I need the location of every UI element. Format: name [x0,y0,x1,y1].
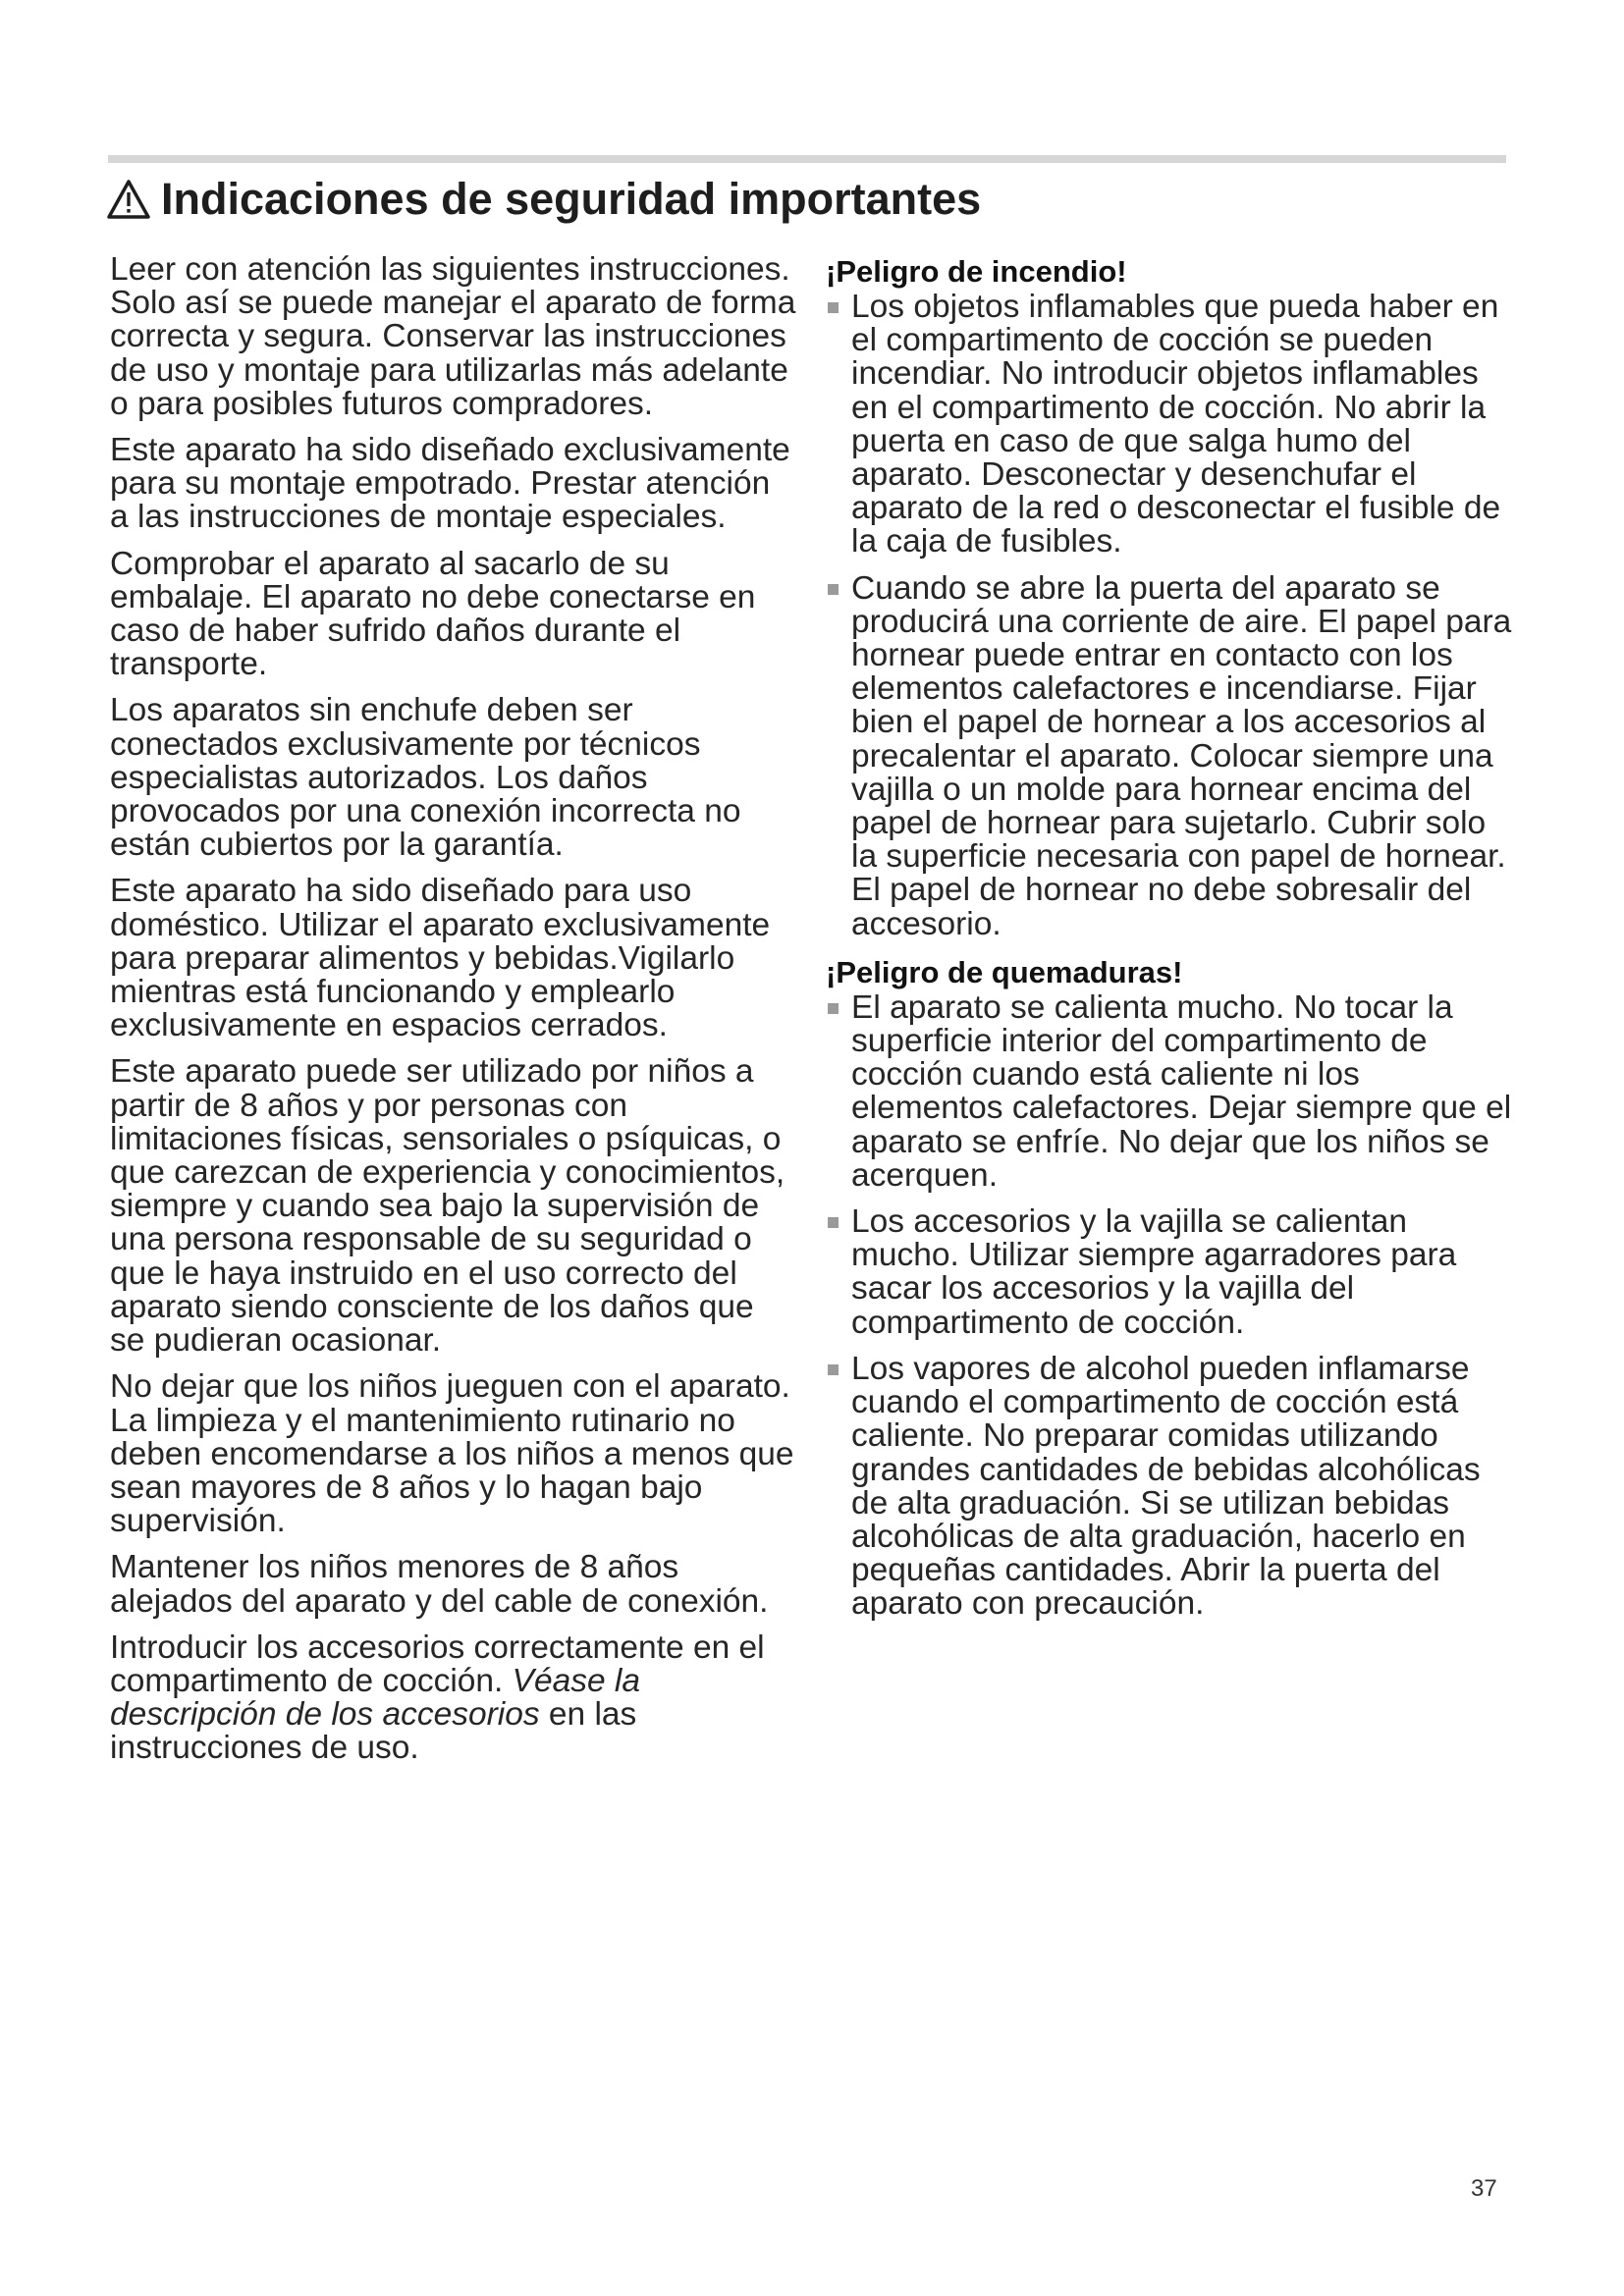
list-item-text: Los vapores de alcohol pueden inflamarse cuando el compartimento de cocción está caliente. No preparar comidas utilizando grandes cantidades de bebidas alcohólicas de alta graduación. Si se utilizan bebidas alcohólicas de alta graduación, hacerlo en pequeñas cantidades. Abrir la puerta del aparato con precaución. [851,1350,1481,1623]
left-column [110,253,797,1779]
list-item [826,988,1513,1194]
paragraph-text: en las instrucciones de uso. [110,1696,637,1767]
list-item-text: Cuando se abre la puerta del aparato se producirá una corriente de aire. El papel para hornear puede entrar en contacto con los elementos calefactores e incendiarse. Fijar bien el papel de hornear a los accesorios al precalentar el aparato. Colocar siempre una vajilla o un molde para hornear encima del papel de hornear para sujetarlo. Cubrir solo la superficie necesaria con papel de hornear. El papel de hornear no debe sobresalir del accesorio. [851,569,1512,942]
list-item-text: Los accesorios y la vajilla se calientan mucho. Utilizar siempre agarradores para sacar los accesorios y la vajilla del compartimento de cocción. [851,1203,1457,1341]
page-number: 37 [1471,2175,1497,2202]
accessories-reference: Véase la descripción de los accesorios [110,1662,641,1734]
paragraph: Mantener los niños menores de 8 años alejados del aparato y del cable de conexión. [110,1549,769,1620]
page-title [106,165,981,234]
paragraph: Este aparato ha sido diseñado para uso doméstico. Utilizar el aparato exclusivamente para preparar alimentos y bebidas.Vigilarlo mientras está funcionando y emplearlo exclusivamente en espacios cerrados. [110,873,771,1044]
fire-danger-heading: ¡Peligro de incendio! [826,254,1127,289]
fire-danger-list [826,291,1513,941]
paragraph: Comprobar el aparato al sacarlo de su embalaje. El aparato no debe conectarse en caso de haber sufrido daños durante el transporte. [110,545,756,683]
list-item-text: El aparato se calienta mucho. No tocar la superficie interior del compartimento de cocción cuando está caliente ni los elementos calefactores. Dejar siempre que el aparato se enfríe. No dejar que los niños se acerquen. [851,988,1512,1194]
warning-triangle-icon [106,179,151,220]
header-rule [108,155,1506,163]
paragraph-text: Introducir los accesorios correctamente en el compartimento de cocción. [110,1629,765,1699]
square-bullet-icon [828,1003,839,1014]
list-item [826,1350,1513,1623]
paragraph: Este aparato ha sido diseñado exclusivamente para su montaje empotrado. Prestar atención a las instrucciones de montaje especiales. [110,432,790,536]
paragraph: Leer con atención las siguientes instrucciones. Solo así se puede manejar el aparato de forma correcta y segura. Conservar las instrucciones de uso y montaje para utilizarlas más adelante o para posibles futuros compradores. [110,251,796,422]
burn-danger-heading: ¡Peligro de quemaduras! [826,954,1183,989]
list-item [826,569,1513,942]
accessories-paragraph [110,1631,797,1766]
list-item-text: Los objetos inflamables que pueda haber en el compartimento de cocción se pueden incendiar. No introducir objetos inflamables en el compartimento de cocción. No abrir la puerta en caso de que salga humo del aparato. Desconectar y desenchufar el aparato de la red o desconectar el fusible de la caja de fusibles. [851,289,1501,561]
list-item [826,291,1513,560]
page-title-text: Indicaciones de seguridad importantes [161,174,982,224]
square-bullet-icon [828,584,839,595]
right-column [826,253,1513,1634]
paragraph: No dejar que los niños jueguen con el aparato. La limpieza y el mantenimiento rutinario no deben encomendarse a los niños a menos que sean mayores de 8 años y lo hagan bajo supervisión. [110,1368,794,1540]
list-item [826,1205,1513,1340]
square-bullet-icon [828,1364,839,1375]
square-bullet-icon [828,302,839,313]
burn-danger-list [826,988,1513,1623]
paragraph: Los aparatos sin enchufe deben ser conectados exclusivamente por técnicos especialistas autorizados. Los daños provocados por una conexión incorrecta no están cubiertos por la garantía. [110,692,741,864]
square-bullet-icon [828,1217,839,1228]
paragraph: Este aparato puede ser utilizado por niños a partir de 8 años y por personas con limitaciones físicas, sensoriales o psíquicas, o que carezcan de experiencia y conocimientos, siempre y cuando sea bajo la supervisión de una persona responsable de su seguridad o que le haya instruido en el uso correcto del aparato siendo consciente de los daños que se pudieran ocasionar. [110,1053,785,1360]
